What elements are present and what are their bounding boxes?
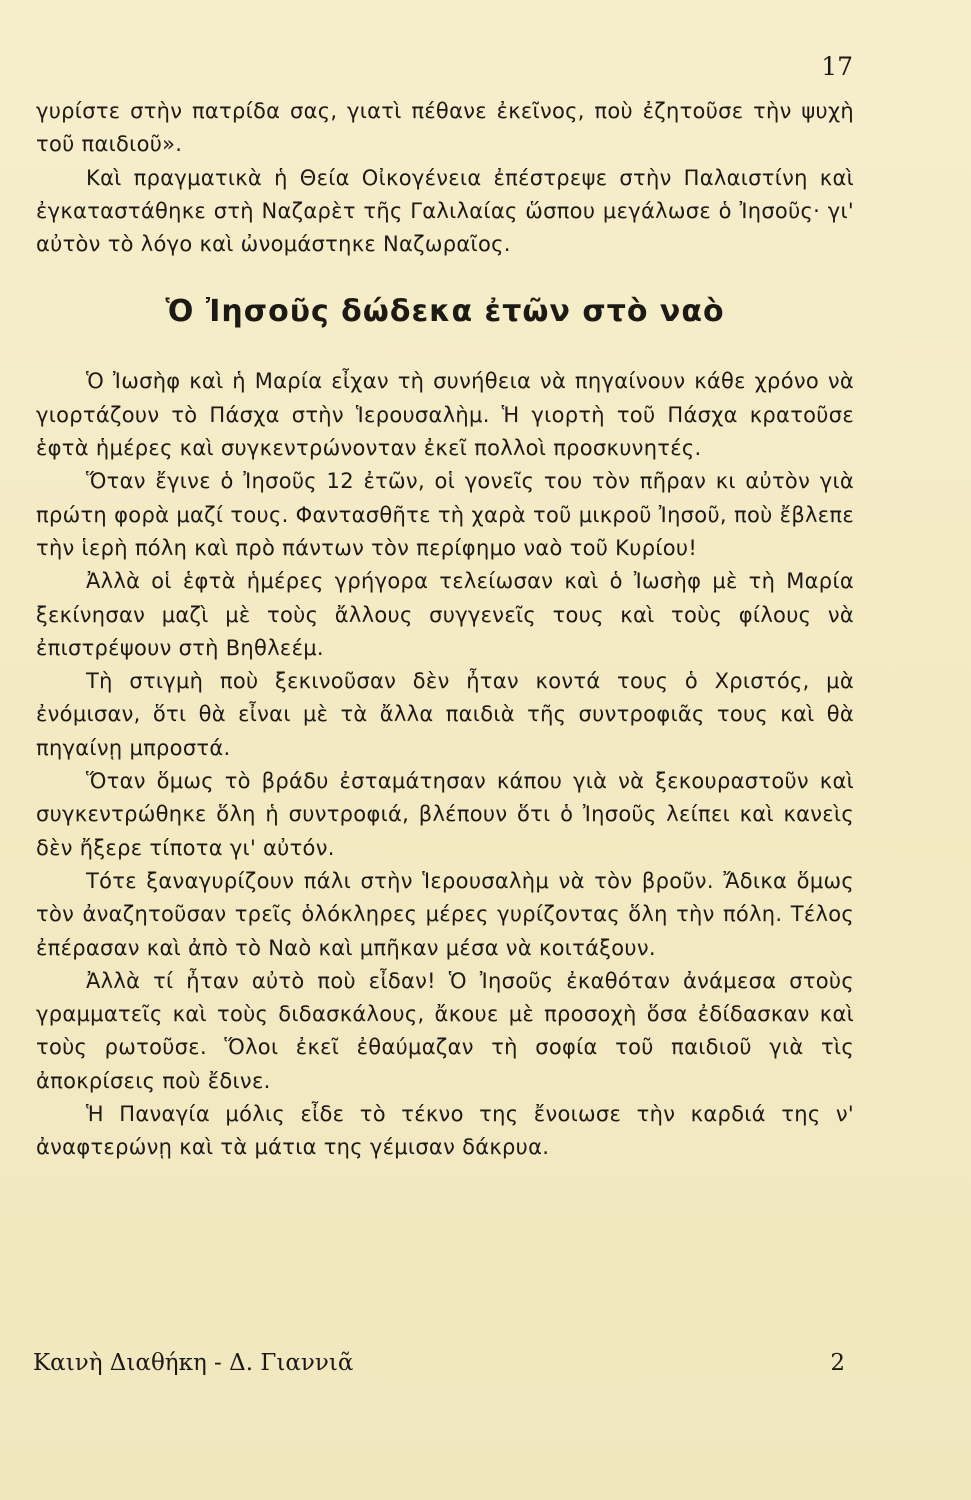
section-heading: Ὁ Ἰησοῦς δώδεκα ἐτῶν στὸ ναὸ	[165, 294, 725, 330]
paragraph-2: Ὅταν ἔγινε ὁ Ἰησοῦς 12 ἐτῶν, οἱ γονεῖς του τὸν πῆραν κι αὐτὸν γιὰ πρώτη φορὰ μαζί τους. Φαντασθῆτε τὴ χαρὰ τοῦ μικροῦ Ἰησοῦ, ποὺ ἔβλεπε τὴν ἱερὴ πόλη καὶ πρὸ πάντων τὸν περίφημο ναὸ τοῦ Κυρίου!	[36, 469, 854, 560]
paragraph-5: Ὅταν ὅμως τὸ βράδυ ἐσταμάτησαν κάπου γιὰ νὰ ξεκουραστοῦν καὶ συγκεντρώθηκε ὅλη ἡ συντροφιά, βλέπουν ὅτι ὁ Ἰησοῦς λείπει καὶ κανεὶς δὲν ἤξερε τίποτα γι' αὐτόν.	[36, 769, 854, 860]
body-text	[36, 95, 854, 1165]
paragraph-3: Ἀλλὰ οἱ ἑφτὰ ἡμέρες γρήγορα τελείωσαν καὶ ὁ Ἰωσὴφ μὲ τὴ Μαρία ξεκίνησαν μαζὶ μὲ τοὺς ἄλλους συγγενεῖς τους καὶ τοὺς φίλους νὰ ἐπιστρέψουν στὴ Βηθλεέμ.	[36, 569, 854, 660]
footer-signature: 2	[830, 1350, 845, 1376]
paragraph-4: Τὴ στιγμὴ ποὺ ξεκινοῦσαν δὲν ἦταν κοντά τους ὁ Χριστός, μὰ ἐνόμισαν, ὅτι θὰ εἶναι μὲ τὰ ἄλλα παιδιὰ τῆς συντροφιᾶς τους καὶ θὰ πηγαίνῃ μπροστά.	[36, 669, 854, 760]
paragraph-7: Ἀλλὰ τί ἦταν αὐτὸ ποὺ εἶδαν! Ὁ Ἰησοῦς ἐκαθόταν ἀνάμεσα στοὺς γραμματεῖς καὶ τοὺς διδασκάλους, ἄκουε μὲ προσοχὴ ὅσα ἐδίδασκαν καὶ τοὺς ρωτοῦσε. Ὅλοι ἐκεῖ ἐθαύμαζαν τὴ σοφία τοῦ παιδιοῦ γιὰ τὶς ἀποκρίσεις ποὺ ἔδινε.	[36, 968, 854, 1093]
footer-book-title: Καινὴ Διαθήκη - Δ. Γιαννιᾶ	[33, 1350, 354, 1376]
paragraph-intro-1: γυρίστε στὴν πατρίδα σας, γιατὶ πέθανε ἐκεῖνος, ποὺ ἐζητοῦσε τὴν ψυχὴ τοῦ παιδιοῦ».	[36, 99, 854, 157]
paragraph-8: Ἡ Παναγία μόλις εἶδε τὸ τέκνο της ἔνοιωσε τὴν καρδιά της ν' ἀναφτερώνῃ καὶ τὰ μάτια της γέμισαν δάκρυα.	[36, 1102, 854, 1160]
page-number: 17	[821, 52, 853, 81]
paragraph-1: Ὁ Ἰωσὴφ καὶ ἡ Μαρία εἶχαν τὴ συνήθεια νὰ πηγαίνουν κάθε χρόνο νὰ γιορτάζουν τὸ Πάσχα στὴν Ἱερουσαλὴμ. Ἡ γιορτὴ τοῦ Πάσχα κρατοῦσε ἑφτὰ ἡμέρες καὶ συγκεντρώνονταν ἐκεῖ πολλοὶ προσκυνητές.	[36, 369, 854, 461]
paragraph-6: Τότε ξαναγυρίζουν πάλι στὴν Ἱερουσαλὴμ νὰ τὸν βροῦν. Ἄδικα ὅμως τὸν ἀναζητοῦσαν τρεῖς ὁλόκληρες μέρες γυρίζοντας ὅλη τὴν πόλη. Τέλος ἐπέρασαν καὶ ἀπὸ τὸ Ναὸ καὶ μπῆκαν μέσα νὰ κοιτάξουν.	[36, 868, 854, 960]
paragraph-intro-2: Καὶ πραγματικὰ ἡ Θεία Οἰκογένεια ἐπέστρεψε στὴν Παλαιστίνη καὶ ἐγκαταστάθηκε στὴ Ναζαρὲτ τῆς Γαλιλαίας ὥσπου μεγάλωσε ὁ Ἰησοῦς· γι' αὐτὸν τὸ λόγο καὶ ὠνομάστηκε Ναζωραῖος.	[36, 165, 854, 257]
